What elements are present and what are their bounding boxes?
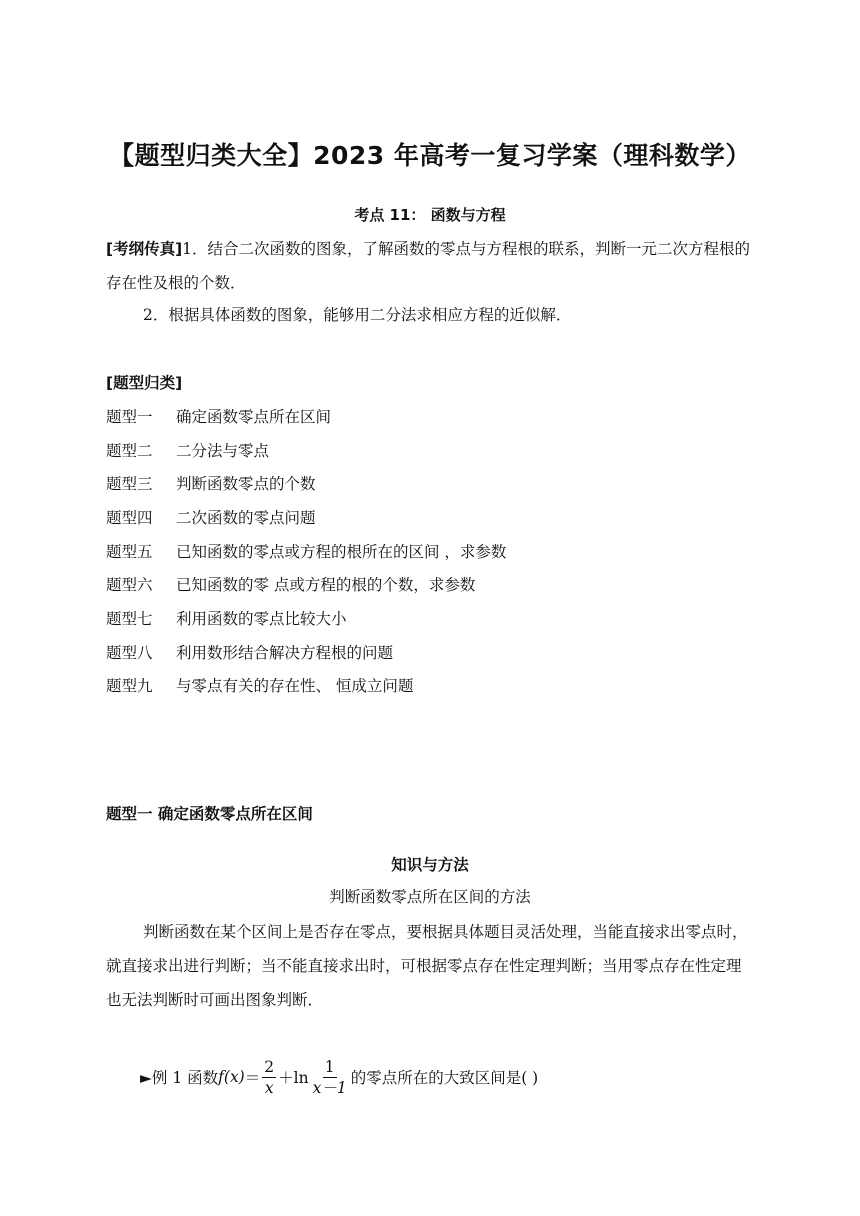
category-item: 题型二 二分法与零点 <box>106 442 270 460</box>
equals-sign: ＝ <box>244 1069 261 1087</box>
syllabus-item-2: 2．根据具体函数的图象，能够用二分法求相应方程的近似解． <box>143 306 572 324</box>
method-title: 判断函数零点所在区间的方法 <box>329 888 531 906</box>
method-body: 判断函数在某个区间上是否存在零点，要根据具体题目灵活处理，当能直接求出零点时，就直接求出进行判断；当不能直接求出时，可根据零点存在性定理判断；当用零点存在性定理也无法判断时可画出图象判断． <box>106 923 748 1009</box>
category-item: 题型五 已知函数的零点或方程的根所在的区间 ，求参数 <box>106 543 507 561</box>
syllabus-label: [考纲传真] <box>106 240 183 258</box>
category-item: 题型三 判断函数零点的个数 <box>106 475 316 493</box>
example-1 <box>140 1052 538 1102</box>
category-item: 题型八 利用数形结合解决方程根的问题 <box>106 644 394 662</box>
fraction-1-over-x-minus-1: $\frac{1}{x-1}$ <box>312 1057 347 1097</box>
example-suffix: 的零点所在的大致区间是( ) <box>350 1069 539 1087</box>
categories-heading: [题型归类] <box>106 374 183 392</box>
category-item: 题型九 与零点有关的存在性、 恒成立问题 <box>106 677 414 695</box>
category-item: 题型四 二次函数的零点问题 <box>106 509 316 527</box>
category-item: 题型一 确定函数零点所在区间 <box>106 408 332 426</box>
example-prefix: ►例 1 函数 <box>140 1069 219 1087</box>
topic-subtitle: 考点 11： 函数与方程 <box>354 206 506 224</box>
syllabus-paragraph <box>106 232 756 300</box>
document-title: 【题型归类大全】2023 年高考一复习学案（理科数学） <box>109 141 751 170</box>
section-heading: 题型一 确定函数零点所在区间 <box>106 805 313 823</box>
fraction-2-over-x: $\frac{2}{x}$ <box>264 1057 275 1097</box>
category-item: 题型六 已知函数的零 点或方程的根的个数，求参数 <box>106 576 476 594</box>
function-arg: (x) <box>223 1068 245 1086</box>
syllabus-item-1: 1．结合二次函数的图象，了解函数的零点与方程根的联系，判断一元二次方程根的存在性及根的个数． <box>106 240 751 292</box>
category-item: 题型七 利用函数的零点比较大小 <box>106 610 347 628</box>
function-name: f <box>218 1068 224 1086</box>
plus-ln: ＋ln <box>278 1069 309 1087</box>
knowledge-title: 知识与方法 <box>391 856 469 874</box>
